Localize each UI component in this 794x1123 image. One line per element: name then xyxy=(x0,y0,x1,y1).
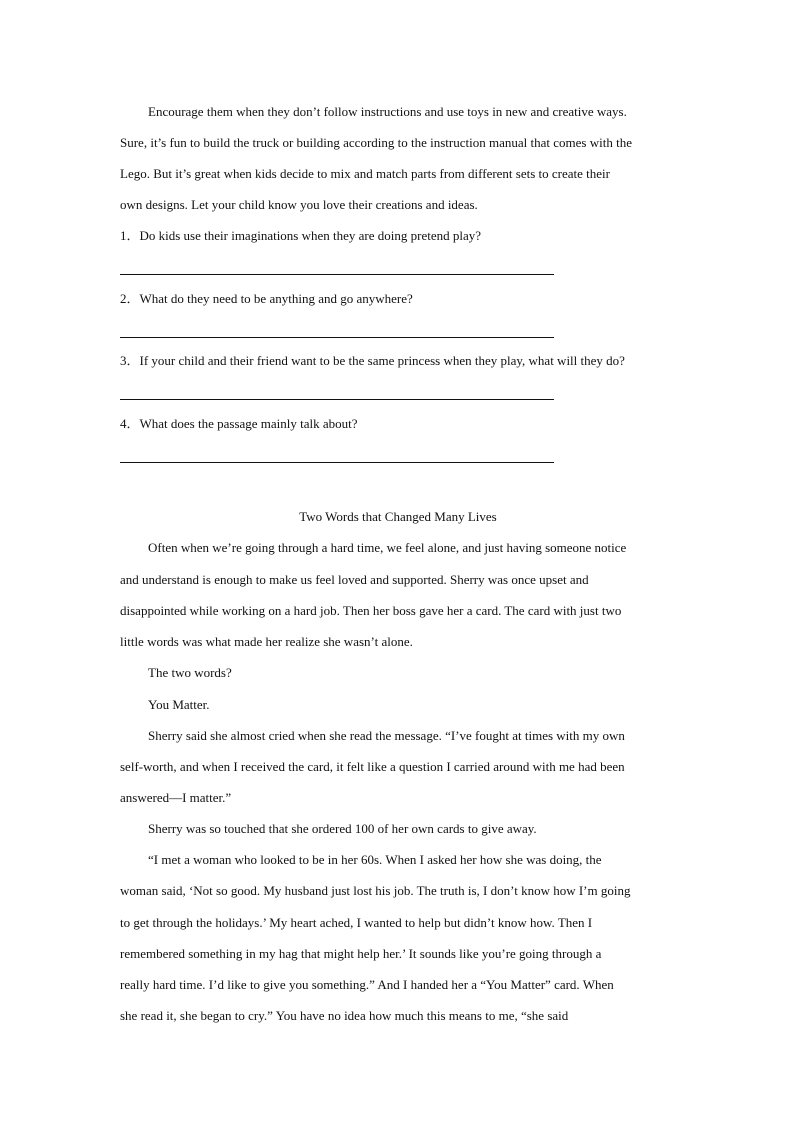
intro-line: Lego. But it’s great when kids decide to mix and match parts from different sets to create their xyxy=(120,166,611,181)
intro-line: Encourage them when they don’t follow instructions and use toys in new and creative ways. xyxy=(148,104,627,119)
passage-title: Two Words that Changed Many Lives xyxy=(299,509,497,524)
intro-line: Sure, it’s fun to build the truck or building according to the instruction manual that comes with the xyxy=(120,135,632,150)
passage-line: really hard time. I’d like to give you something.” And I handed her a “You Matter” card. When xyxy=(120,977,614,992)
passage-line: to get through the holidays.’ My heart ached, I wanted to help but didn’t know how. Then I xyxy=(120,915,593,930)
passage-line: and understand is enough to make us feel loved and supported. Sherry was once upset and xyxy=(120,572,589,587)
question-4: 4．What does the passage mainly talk about? xyxy=(120,416,358,431)
question-3: 3．If your child and their friend want to be the same princess when they play, what will they do? xyxy=(120,353,625,368)
question-1: 1．Do kids use their imaginations when they are doing pretend play? xyxy=(120,228,482,243)
passage-line: answered—I matter.” xyxy=(120,790,232,805)
passage-line: disappointed while working on a hard job. Then her boss gave her a card. The card with just two xyxy=(120,603,622,618)
passage-line: self-worth, and when I received the card, it felt like a question I carried around with me had been xyxy=(120,759,625,774)
passage-line: she read it, she began to cry.” You have no idea how much this means to me, “she said xyxy=(120,1008,569,1023)
passage-line: Sherry was so touched that she ordered 100 of her own cards to give away. xyxy=(148,821,537,836)
passage-line: “I met a woman who looked to be in her 60s. When I asked her how she was doing, the xyxy=(148,852,602,867)
answer-line-4[interactable] xyxy=(120,462,554,463)
answer-line-2[interactable] xyxy=(120,337,554,338)
passage-line: You Matter. xyxy=(148,697,210,712)
passage-line: remembered something in my hag that might help her.’ It sounds like you’re going through a xyxy=(120,946,602,961)
answer-line-1[interactable] xyxy=(120,274,554,275)
answer-line-3[interactable] xyxy=(120,399,554,400)
question-2: 2．What do they need to be anything and go anywhere? xyxy=(120,291,413,306)
passage-line: The two words? xyxy=(148,665,232,680)
passage-line: Often when we’re going through a hard time, we feel alone, and just having someone notice xyxy=(148,540,627,555)
passage-line: woman said, ‘Not so good. My husband just lost his job. The truth is, I don’t know how I’m going xyxy=(120,883,631,898)
intro-line: own designs. Let your child know you love their creations and ideas. xyxy=(120,197,478,212)
passage-line: Sherry said she almost cried when she read the message. “I’ve fought at times with my own xyxy=(148,728,625,743)
passage-line: little words was what made her realize she wasn’t alone. xyxy=(120,634,413,649)
